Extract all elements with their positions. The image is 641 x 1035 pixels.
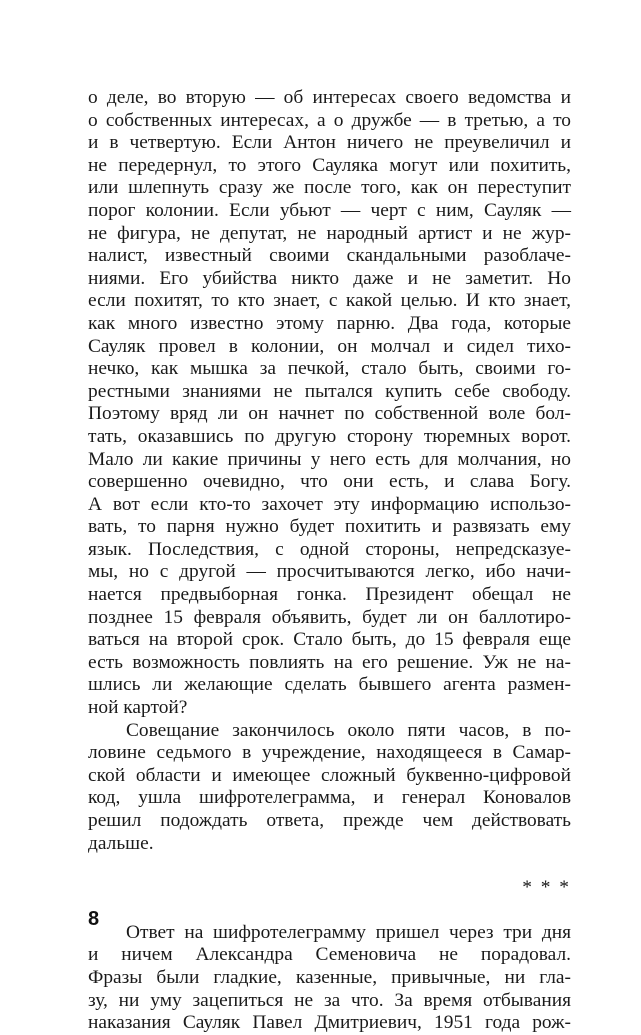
text-line: или шлепнуть сразу же после того, как он переступит: [88, 177, 571, 199]
text-line: наказания Сауляк Павел Дмитриевич, 1951 года рож-: [88, 1012, 571, 1034]
text-line: Мало ли какие причины у него есть для молчания, но: [88, 448, 571, 470]
body-text: [88, 87, 571, 1035]
text-line: и ничем Александра Семеновича не порадовал.: [88, 944, 571, 966]
paragraph-2: [88, 720, 571, 856]
text-line: если похитят, то кто знает, с какой целью. И кто знает,: [88, 290, 571, 312]
text-line: Поэтому вряд ли он начнет по собственной воле бол-: [88, 403, 571, 425]
text-line: язык. Последствия, с одной стороны, непредсказуе-: [88, 538, 571, 560]
text-line: о деле, во вторую — об интересах своего ведомства и: [88, 87, 571, 108]
text-line: ваться на второй срок. Стало быть, до 15 февраля еще: [88, 629, 571, 651]
text-line: решил подождать ответа, прежде чем действовать: [88, 810, 571, 831]
text-line: вать, то парня нужно будет похитить и развязать ему: [88, 516, 571, 538]
text-line: нечко, как мышка за печкой, стало быть, своими го-: [88, 358, 571, 380]
text-line: порог колонии. Если убьют — черт с ним, Сауляк —: [88, 199, 571, 221]
text-line: шлись ли желающие сделать бывшего агента размен-: [88, 674, 571, 696]
text-line: А вот если кто-то захочет эту информацию использо-: [88, 493, 571, 515]
page-number: 8: [88, 908, 100, 930]
text-line: позднее 15 февраля объявить, будет ли он баллотиро-: [88, 606, 571, 628]
text-line: тать, оказавшись по другую сторону тюремных ворот.: [88, 425, 571, 447]
text-line: есть возможность повлиять на его решение. Уж не на-: [88, 651, 571, 673]
text-line: налист, известный своими скандальными разоблаче-: [88, 245, 571, 267]
paragraph-3: [88, 922, 571, 1035]
text-line: Сауляк провел в колонии, он молчал и сидел тихо-: [88, 335, 571, 357]
section-separator: * * *: [522, 877, 571, 899]
text-line: нается предвыборная гонка. Президент обещал не: [88, 584, 571, 606]
text-line: о собственных интересах, а о дружбе — в третью, а то: [88, 109, 571, 131]
text-line: Фразы были гладкие, казенные, привычные, ни гла-: [88, 966, 571, 988]
text-line: ной картой?: [88, 697, 188, 719]
text-line: не фигура, не депутат, не народный артист и не жур-: [88, 222, 571, 244]
text-line: рестными знаниями не пытался купить себе свободу.: [88, 380, 571, 402]
text-line: мы, но с другой — просчитываются легко, ибо начи-: [88, 561, 571, 583]
text-line: ловине седьмого в учреждение, находящееся в Самар-: [88, 742, 571, 764]
text-line: как много известно этому парню. Два года, которые: [88, 312, 571, 334]
text-line: дальше.: [88, 832, 154, 854]
text-line: Ответ на шифротелеграмму пришел через три дня: [126, 921, 571, 943]
text-line: ской области и имеющее сложный буквенно-цифровой: [88, 764, 571, 786]
text-line: код, ушла шифротелеграмма, и генерал Коновалов: [88, 787, 571, 809]
text-line: Совещание закончилось около пяти часов, в по-: [126, 719, 571, 741]
text-line: зу, ни уму зацепиться не за что. За время отбывания: [88, 989, 571, 1011]
text-line: не передернул, то этого Сауляка могут или похитить,: [88, 154, 571, 176]
paragraph-1: [88, 87, 571, 720]
text-line: совершенно очевидно, что они есть, и слава Богу.: [88, 471, 571, 493]
text-line: и в четвертую. Если Антон ничего не преувеличил и: [88, 132, 571, 154]
text-line: ниями. Его убийства никто даже и не заметит. Но: [88, 267, 571, 289]
